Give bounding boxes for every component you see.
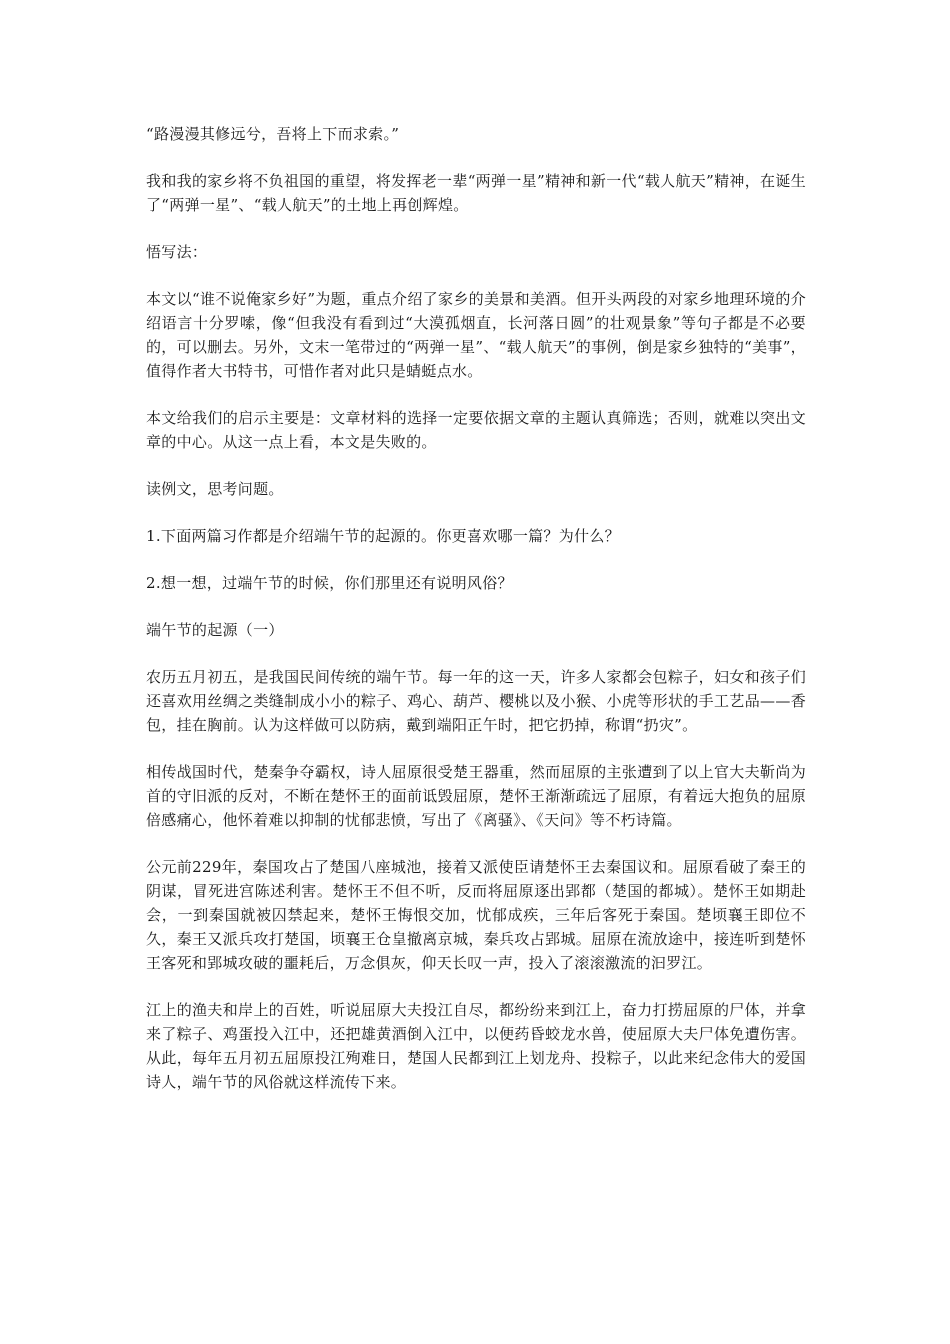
hometown-paragraph: 我和我的家乡将不负祖国的重望，将发挥老一辈“两弹一星”精神和新一代“载人航天”精神，在诞生了“两弹一星”、“载人航天”的土地上再创辉煌。	[146, 172, 806, 214]
essay-paragraph-2: 相传战国时代，楚秦争夺霸权，诗人屈原很受楚王器重，然而屈原的主张遭到了以上官大夫靳尚为首的守旧派的反对，不断在楚怀王的面前诋毁屈原，楚怀王渐渐疏远了屈原，有着远大抱负的屈原倍感痛心，他怀着难以抑制的忧郁悲愤，写出了《离骚》、《天问》等不朽诗篇。	[146, 763, 806, 829]
quote-line: “路漫漫其修远兮，吾将上下而求索。”	[146, 125, 400, 143]
question-2: 2.想一想，过端午节的时候，你们那里还有说明风俗？	[146, 574, 513, 592]
section-heading-read-example: 读例文，思考问题。	[146, 480, 284, 498]
essay-title: 端午节的起源（一）	[146, 621, 284, 639]
lesson-paragraph: 本文给我们的启示主要是：文章材料的选择一定要依据文章的主题认真筛选；否则，就难以突出文章的中心。从这一点上看，本文是失败的。	[146, 409, 806, 451]
question-1: 1.下面两篇习作都是介绍端午节的起源的。你更喜欢哪一篇？为什么？	[146, 527, 620, 545]
commentary-paragraph: 本文以“谁不说俺家乡好”为题，重点介绍了家乡的美景和美酒。但开头两段的对家乡地理环境的介绍语言十分罗嗦，像“但我没有看到过“大漠孤烟直，长河落日圆”的壮观景象”等句子都是不必要的，可以删去。另外，文末一笔带过的“两弹一星”、“载人航天”的事例，倒是家乡独特的“美事”，值得作者大书特书，可惜作者对此只是蜻蜓点水。	[146, 290, 806, 380]
essay-paragraph-4: 江上的渔夫和岸上的百姓，听说屈原大夫投江自尽，都纷纷来到江上，奋力打捞屈原的尸体，并拿来了粽子、鸡蛋投入江中，还把雄黄酒倒入江中，以便药昏蛟龙水兽，使屈原大夫尸体免遭伤害。从此，每年五月初五屈原投江殉难日，楚国人民都到江上划龙舟、投粽子，以此来纪念伟大的爱国诗人，端午节的风俗就这样流传下来。	[146, 1001, 806, 1091]
document-body	[146, 122, 806, 1117]
essay-paragraph-1: 农历五月初五，是我国民间传统的端午节。每一年的这一天，许多人家都会包粽子，妇女和孩子们还喜欢用丝绸之类缝制成小小的粽子、鸡心、葫芦、樱桃以及小猴、小虎等形状的手工艺品——香包，挂在胸前。认为这样做可以防病，戴到端阳正午时，把它扔掉，称谓“扔灾”。	[146, 668, 806, 734]
section-heading-writing-method: 悟写法：	[146, 243, 208, 261]
essay-paragraph-3: 公元前229年，秦国攻占了楚国八座城池，接着又派使臣请楚怀王去秦国议和。屈原看破了秦王的阴谋，冒死进宫陈述利害。楚怀王不但不听，反而将屈原逐出郢都（楚国的都城）。楚怀王如期赴会，一到秦国就被囚禁起来，楚怀王悔恨交加，忧郁成疾，三年后客死于秦国。楚顷襄王即位不久，秦王又派兵攻打楚国，顷襄王仓皇撤离京城，秦兵攻占郢城。屈原在流放途中，接连听到楚怀王客死和郢城攻破的噩耗后，万念俱灰，仰天长叹一声，投入了滚滚激流的汩罗江。	[146, 858, 806, 972]
